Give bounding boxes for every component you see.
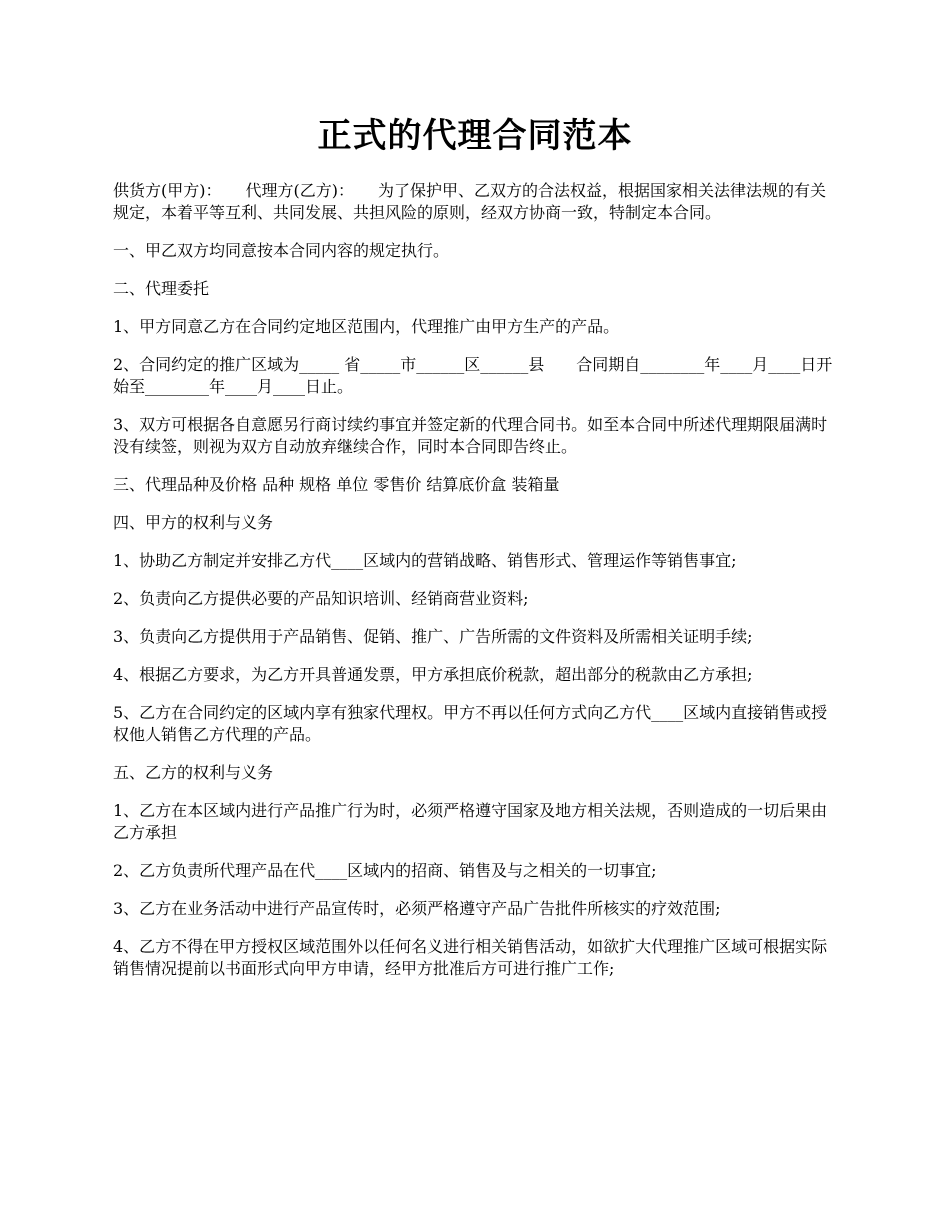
paragraph-agency-2: 2、合同约定的推广区域为_____ 省_____市______区______县 合同期自________年____月____日开始至________年____月____日止。 xyxy=(113,355,833,396)
paragraph-party-b-2: 2、乙方负责所代理产品在代____区域内的招商、销售及与之相关的一切事宜; xyxy=(113,861,657,880)
paragraph-party-a-4: 4、根据乙方要求，为乙方开具普通发票，甲方承担底价税款，超出部分的税款由乙方承担; xyxy=(113,665,753,684)
paragraph-party-a-2: 2、负责向乙方提供必要的产品知识培训、经销商营业资料; xyxy=(113,589,529,608)
section-heading-party-a: 四、甲方的权利与义务 xyxy=(113,513,274,532)
document-title: 正式的代理合同范本 xyxy=(317,116,633,156)
paragraph-intro: 供货方(甲方)： 代理方(乙方)： 为了保护甲、乙双方的合法权益，根据国家相关法律法规的有关规定，本着平等互利、共同发展、共担风险的原则，经双方协商一致，特制定本合同。 xyxy=(113,181,826,222)
paragraph-clause-1: 一、甲乙双方均同意按本合同内容的规定执行。 xyxy=(113,241,450,260)
paragraph-agency-1: 1、甲方同意乙方在合同约定地区范围内，代理推广由甲方生产的产品。 xyxy=(113,317,620,336)
paragraph-party-b-4: 4、乙方不得在甲方授权区域范围外以任何名义进行相关销售活动，如欲扩大代理推广区域可根据实际销售情况提前以书面形式向甲方申请，经甲方批准后方可进行推广工作; xyxy=(113,937,828,978)
section-heading-products: 三、代理品种及价格 品种 规格 单位 零售价 结算底价盒 装箱量 xyxy=(113,475,560,494)
paragraph-party-b-1: 1、乙方在本区域内进行产品推广行为时，必须严格遵守国家及地方相关法规，否则造成的一切后果由乙方承担 xyxy=(113,801,828,842)
paragraph-agency-3: 3、双方可根据各自意愿另行商讨续约事宜并签定新的代理合同书。如至本合同中所述代理期限届满时没有续签，则视为双方自动放弃继续合作，同时本合同即告终止。 xyxy=(113,415,828,456)
section-heading-agency: 二、代理委托 xyxy=(113,279,210,298)
paragraph-party-a-5: 5、乙方在合同约定的区域内享有独家代理权。甲方不再以任何方式向乙方代____区域内直接销售或授权他人销售乙方代理的产品。 xyxy=(113,703,828,744)
paragraph-party-b-3: 3、乙方在业务活动中进行产品宣传时，必须严格遵守产品广告批件所核实的疗效范围; xyxy=(113,899,721,918)
paragraph-party-a-3: 3、负责向乙方提供用于产品销售、促销、推广、广告所需的文件资料及所需相关证明手续; xyxy=(113,627,753,646)
document-page xyxy=(113,112,837,996)
paragraph-party-a-1: 1、协助乙方制定并安排乙方代____区域内的营销战略、销售形式、管理运作等销售事宜; xyxy=(113,551,737,570)
section-heading-party-b: 五、乙方的权利与义务 xyxy=(113,763,274,782)
